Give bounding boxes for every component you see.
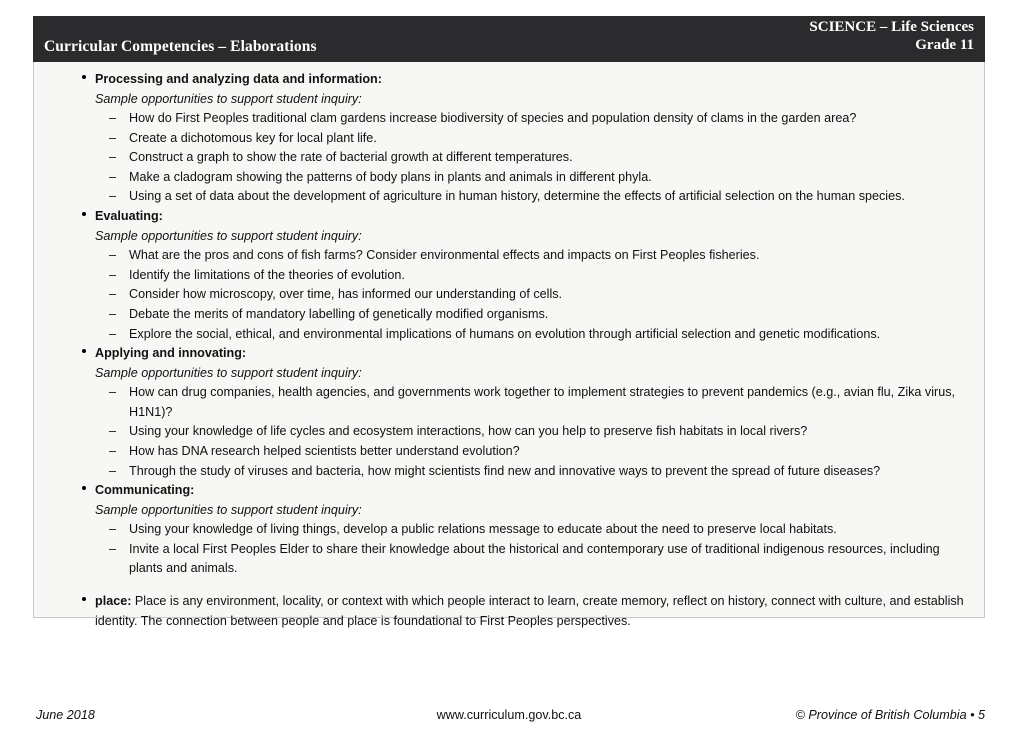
dash-marker-icon: –	[109, 326, 117, 341]
list-item-text: Explore the social, ethical, and environmental implications of humans on evolution through artificial selection and genetic modifications.	[129, 326, 881, 341]
sample-opportunities-label: Sample opportunities to support student inquiry:	[95, 502, 362, 517]
list-item-text: Through the study of viruses and bacteria, how might scientists find new and innovative ways to prevent the spread of future diseases?	[129, 463, 881, 478]
glossary-definition: Place is any environment, locality, or context with which people interact to learn, create memory, reflect on history, connect with culture, and establish identity. The connection between people and place is foundational to First Peoples perspectives.	[95, 594, 964, 628]
group-title: Processing and analyzing data and information:	[95, 72, 382, 86]
list-item-text: How has DNA research helped scientists better understand evolution?	[129, 444, 520, 458]
list-item-text: Consider how microscopy, over time, has informed our understanding of cells.	[129, 287, 563, 302]
list-item-text: Invite a local First Peoples Elder to share their knowledge about the historical and contemporary use of traditional indigenous resources, including plants and animals.	[129, 541, 940, 576]
footer-url: www.curriculum.gov.bc.ca	[436, 708, 582, 722]
list-item-text: How can drug companies, health agencies, and governments work together to implement strategies to prevent pandemics (e.g., avian flu, Zika virus, H1N1)?	[129, 385, 956, 419]
dash-marker-icon: –	[109, 130, 117, 145]
group-title: Communicating:	[95, 483, 195, 498]
list-item	[95, 109, 970, 129]
glossary-term: place:	[95, 594, 132, 609]
sub-list	[95, 383, 970, 481]
sample-opportunities-label: Sample opportunities to support student inquiry:	[95, 365, 362, 380]
dash-marker-icon: –	[109, 385, 117, 400]
sub-list	[95, 520, 970, 579]
bullet-dot-icon	[82, 486, 86, 490]
sample-opportunities-label: Sample opportunities to support student inquiry:	[95, 91, 362, 106]
bullet-dot-icon	[82, 212, 86, 216]
page-title: Curricular Competencies – Elaborations	[44, 38, 317, 55]
list-item-text: Using your knowledge of life cycles and ecosystem interactions, how can you help to preserve fish habitats in local rivers?	[129, 424, 808, 439]
list-item	[48, 207, 970, 344]
list-item	[95, 129, 970, 149]
footer-date: June 2018	[36, 708, 95, 722]
list-item	[95, 383, 970, 422]
list-item	[95, 325, 970, 345]
list-item-text: Identify the limitations of the theories of evolution.	[129, 267, 405, 282]
list-item-text: Using your knowledge of living things, develop a public relations message to educate about the need to preserve local habitats.	[129, 522, 837, 537]
list-item	[95, 520, 970, 540]
list-item	[95, 266, 970, 286]
page-footer	[33, 708, 985, 730]
grade-label: Grade 11	[915, 36, 974, 53]
dash-marker-icon: –	[109, 522, 117, 537]
dash-marker-icon: –	[109, 463, 117, 478]
glossary-entry	[95, 592, 970, 631]
list-item	[95, 422, 970, 442]
list-item-text: Debate the merits of mandatory labelling of genetically modified organisms.	[129, 306, 549, 321]
list-item-text: Create a dichotomous key for local plant life.	[129, 130, 377, 145]
group-title: Applying and innovating:	[95, 346, 247, 361]
dash-marker-icon: –	[109, 189, 117, 204]
list-item	[95, 462, 970, 482]
list-item	[95, 187, 970, 207]
list-item-text: How do First Peoples traditional clam gardens increase biodiversity of species and population density of clams in the garden area?	[129, 111, 857, 126]
list-item-text: Construct a graph to show the rate of bacterial growth at different temperatures.	[129, 150, 573, 165]
sub-list	[95, 246, 970, 344]
list-item	[95, 540, 970, 579]
list-item	[95, 285, 970, 305]
list-item-text: Make a cladogram showing the patterns of body plans in plants and animals in different phyla.	[129, 169, 652, 184]
list-item-text: What are the pros and cons of fish farms? Consider environmental effects and impacts on First Peoples fisheries.	[129, 248, 760, 263]
dash-marker-icon: –	[109, 424, 117, 439]
subject-grade-label	[809, 19, 974, 54]
list-item	[48, 344, 970, 481]
bullet-dot-icon	[82, 597, 86, 601]
dash-marker-icon: –	[109, 111, 117, 126]
dash-marker-icon: –	[109, 306, 117, 321]
list-item	[48, 592, 970, 631]
dash-marker-icon: –	[109, 150, 117, 165]
dash-marker-icon: –	[109, 287, 117, 302]
bullet-dot-icon	[82, 349, 86, 353]
content-panel	[33, 62, 985, 628]
dash-marker-icon: –	[109, 541, 117, 556]
competency-list	[48, 70, 970, 631]
list-item	[48, 481, 970, 579]
dash-marker-icon: –	[109, 248, 117, 263]
list-item	[95, 305, 970, 325]
sample-opportunities-label: Sample opportunities to support student inquiry:	[95, 228, 362, 243]
sub-list	[95, 109, 970, 207]
bullet-dot-icon	[82, 75, 86, 79]
dash-marker-icon: –	[109, 267, 117, 282]
dash-marker-icon: –	[109, 444, 117, 458]
list-item-text: Using a set of data about the development of agriculture in human history, determine the effects of artificial selection on the human species.	[129, 189, 905, 204]
group-title: Evaluating:	[95, 209, 163, 224]
list-item	[95, 148, 970, 168]
list-item	[95, 168, 970, 188]
list-item	[95, 246, 970, 266]
list-item	[48, 70, 970, 207]
list-item	[95, 442, 970, 462]
subject-label: SCIENCE – Life Sciences	[809, 19, 974, 35]
page-header-bar	[33, 16, 985, 62]
dash-marker-icon: –	[109, 169, 117, 184]
footer-copyright: © Province of British Columbia • 5	[795, 708, 985, 722]
